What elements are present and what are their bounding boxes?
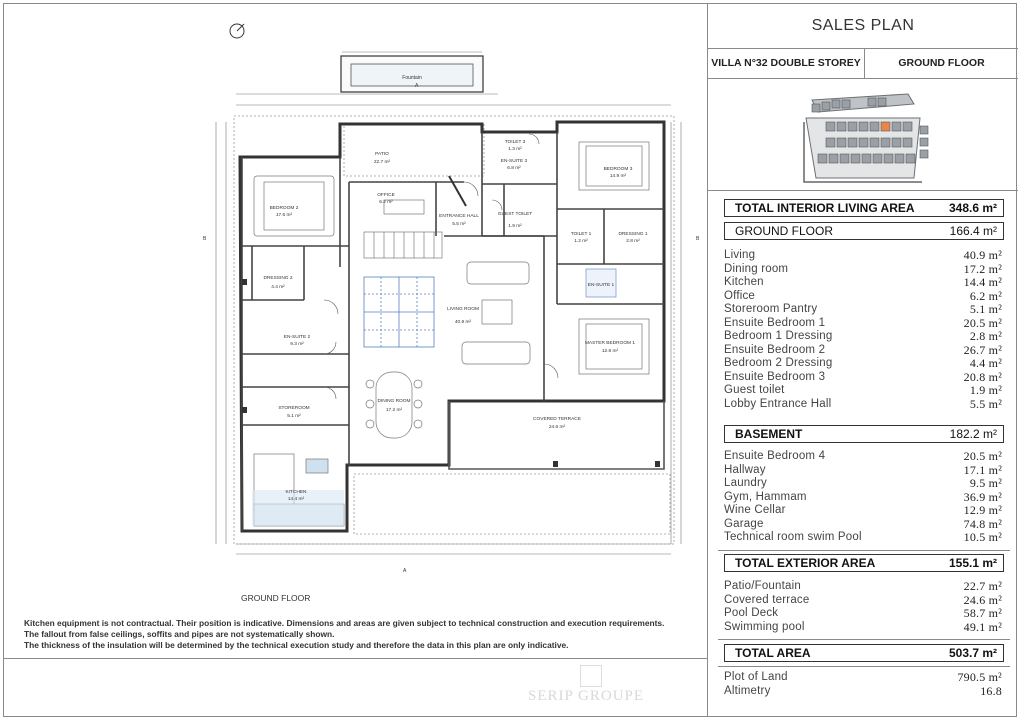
- row-value: 36.9 m²: [963, 489, 1002, 504]
- row-label: Ensuite Bedroom 4: [724, 450, 826, 462]
- room-label-dining: DINING ROOM: [377, 399, 411, 404]
- total-exterior-bar: [724, 554, 1004, 572]
- row-label: Pool Deck: [724, 607, 779, 619]
- row-value: 20.5 m²: [963, 449, 1002, 463]
- row-value: 20.8 m²: [963, 369, 1002, 384]
- row-label: Ensuite Bedroom 3: [724, 370, 826, 383]
- divider: [718, 550, 1010, 551]
- room-area-patio: 22.7 m²: [373, 160, 391, 165]
- row-label: Gym, Hammam: [724, 490, 807, 503]
- svg-text:A: A: [403, 568, 407, 574]
- notes-divider: [4, 658, 707, 659]
- room-area-office: 6.2 m²: [379, 200, 393, 205]
- row-value: 12.9 m²: [963, 503, 1002, 517]
- list-item: [724, 249, 1002, 263]
- row-value: 40.9 m²: [963, 248, 1002, 262]
- room-area-storeroom: 5.1 m²: [287, 414, 301, 419]
- ground-floor-bar: [724, 222, 1004, 240]
- row-label: Technical room swim Pool: [724, 531, 862, 543]
- room-label-office: OFFICE: [377, 193, 395, 198]
- svg-text:B: B: [696, 236, 700, 242]
- list-item: [724, 450, 1002, 464]
- plan-floor-label: GROUND FLOOR: [241, 593, 311, 603]
- basement-bar: [724, 425, 1004, 443]
- list-item: [724, 464, 1002, 478]
- row-label: Lobby Entrance Hall: [724, 397, 832, 410]
- list-item: [724, 621, 1002, 635]
- svg-text:B: B: [203, 236, 207, 242]
- row-label: Swimming pool: [724, 620, 805, 633]
- total-area-value: 503.7 m²: [948, 646, 997, 660]
- divider: [718, 666, 1010, 667]
- location-map: [708, 78, 1018, 191]
- room-label-ensuite2: EN-SUITE 2: [283, 335, 311, 340]
- room-label-bedroom3: BEDROOM 3: [603, 167, 633, 172]
- row-value: 4.4 m²: [969, 356, 1002, 370]
- list-item: [724, 263, 1002, 277]
- total-interior-label: TOTAL INTERIOR LIVING AREA: [735, 201, 915, 215]
- list-item: [724, 371, 1002, 385]
- row-value: 24.6 m²: [963, 592, 1002, 607]
- row-value: 2.8 m²: [969, 329, 1002, 343]
- list-item: [724, 303, 1002, 317]
- list-item: [724, 357, 1002, 371]
- room-label-toilet1: TOILET 1: [570, 232, 592, 237]
- villa-name: VILLA N°32 DOUBLE STOREY: [708, 48, 865, 78]
- row-label: Garage: [724, 517, 764, 530]
- row-value: 26.7 m²: [963, 342, 1002, 357]
- sales-plan-panel: [707, 4, 1018, 716]
- room-label-master: MASTER BEDROOM 1: [584, 341, 636, 346]
- row-label: Covered terrace: [724, 593, 810, 606]
- basement-label: BASEMENT: [735, 427, 803, 441]
- list-item: [724, 607, 1002, 621]
- room-label-living: LIVING ROOM: [447, 307, 479, 312]
- row-label: Plot of Land: [724, 671, 788, 683]
- room-label-dressing2: DRESSING 2: [263, 276, 293, 281]
- svg-text:A: A: [415, 83, 419, 89]
- row-label: Ensuite Bedroom 2: [724, 343, 826, 356]
- room-area-bedroom2: 17.6 m²: [275, 213, 293, 218]
- list-item: [724, 580, 1002, 594]
- room-area-ensuite3: 6.8 m²: [507, 166, 521, 171]
- row-value: 16.8: [980, 683, 1002, 698]
- row-value: 74.8 m²: [963, 516, 1002, 531]
- note-line-3: The thickness of the insulation will be determined by the technical execution study and therefore the data in this plan are only indicative.: [24, 640, 569, 650]
- page-title: SALES PLAN: [708, 4, 1018, 49]
- row-value: 49.1 m²: [963, 619, 1002, 634]
- list-item: [724, 398, 1002, 412]
- list-item: [724, 317, 1002, 331]
- ground-floor-label: GROUND FLOOR: [735, 224, 834, 238]
- row-label: Ensuite Bedroom 1: [724, 316, 826, 329]
- ground-floor-value: 166.4 m²: [949, 224, 997, 238]
- room-label-toilet3: TOILET 3: [504, 140, 526, 145]
- total-area-bar: [724, 644, 1004, 662]
- room-label-dressing1: DRESSING 1: [618, 232, 648, 237]
- room-area-master: 12.8 m²: [601, 349, 619, 354]
- list-item: [724, 671, 1002, 685]
- row-value: 58.7 m²: [963, 606, 1002, 620]
- row-label: Living: [724, 249, 756, 261]
- row-value: 5.5 m²: [969, 396, 1002, 411]
- room-area-dressing1: 2.8 m²: [626, 239, 640, 244]
- room-label-storeroom: STOREROOM: [278, 406, 310, 411]
- row-value: 790.5 m²: [957, 670, 1002, 684]
- floor-plan-panel: [4, 4, 707, 716]
- row-label: Altimetry: [724, 684, 771, 697]
- room-label-patio: PATIO: [375, 152, 389, 157]
- room-label-ensuite3: EN-SUITE 3: [500, 159, 528, 164]
- row-label: Hallway: [724, 463, 766, 476]
- total-area-label: TOTAL AREA: [735, 646, 811, 660]
- row-value: 17.1 m²: [963, 462, 1002, 477]
- row-value: 5.1 m²: [969, 302, 1002, 316]
- room-area-toilet1: 1.2 m²: [574, 239, 588, 244]
- fountain-pool: [341, 56, 483, 92]
- list-item: [724, 290, 1002, 304]
- room-label-bedroom2: BEDROOM 2: [269, 206, 299, 211]
- room-label-covered: COVERED TERRACE: [533, 417, 581, 422]
- list-item: [724, 518, 1002, 532]
- note-line-2: The fallout from false ceilings, soffits and pipes are not systematically shown.: [24, 629, 335, 639]
- row-value: 1.9 m²: [969, 383, 1002, 397]
- room-label-kitchen: KITCHEN: [285, 490, 307, 495]
- row-label: Guest toilet: [724, 384, 785, 396]
- room-label-guest: GUEST TOILET: [497, 212, 533, 217]
- plan-subheader: [708, 48, 1018, 79]
- fountain-label: Fountain: [402, 75, 422, 81]
- row-label: Bedroom 2 Dressing: [724, 357, 833, 369]
- room-label-ensuite1: EN-SUITE 1: [587, 283, 615, 288]
- row-label: Dining room: [724, 262, 789, 275]
- list-item: [724, 384, 1002, 398]
- row-value: 14.4 m²: [963, 275, 1002, 289]
- list-item: [724, 491, 1002, 505]
- total-interior-bar: [724, 199, 1004, 217]
- list-item: [724, 477, 1002, 491]
- floor-name: GROUND FLOOR: [898, 57, 985, 69]
- room-label-entrance: ENTRANCE HALL: [439, 214, 479, 219]
- total-exterior-label: TOTAL EXTERIOR AREA: [735, 556, 876, 570]
- list-item: [724, 531, 1002, 545]
- room-area-dressing2: 4.4 m²: [271, 285, 285, 290]
- list-item: [724, 344, 1002, 358]
- row-value: 17.2 m²: [963, 261, 1002, 276]
- room-area-guest: 1.9 m²: [508, 224, 522, 229]
- skylight: [364, 277, 434, 347]
- room-area-dining: 17.2 m²: [385, 408, 403, 413]
- watermark-text: SERIP GROUPE: [528, 688, 645, 704]
- watermark-logo-icon: [580, 665, 602, 687]
- room-area-covered: 24.6 m²: [548, 425, 566, 430]
- total-interior-value: 348.6 m²: [948, 201, 997, 215]
- row-label: Wine Cellar: [724, 504, 786, 516]
- total-exterior-value: 155.1 m²: [948, 556, 997, 570]
- row-label: Storeroom Pantry: [724, 303, 818, 315]
- row-value: 10.5 m²: [963, 530, 1002, 544]
- row-label: Laundry: [724, 477, 767, 489]
- row-label: Office: [724, 289, 756, 302]
- site-map-drawing: [708, 78, 1018, 190]
- basement-value: 182.2 m²: [949, 427, 997, 441]
- room-area-kitchen: 14.4 m²: [287, 497, 305, 502]
- room-area-ensuite2: 9.3 m²: [290, 342, 304, 347]
- list-item: [724, 276, 1002, 290]
- room-area-entrance: 5.5 m²: [452, 222, 466, 227]
- note-line-1: Kitchen equipment is not contractual. Their position is indicative. Dimensions and areas are given subject to technical construction and execution requirements.: [24, 618, 665, 628]
- row-value: 20.5 m²: [963, 315, 1002, 330]
- divider: [718, 639, 1010, 640]
- list-item: [724, 504, 1002, 518]
- room-area-toilet3: 1.3 m²: [508, 147, 522, 152]
- row-value: 6.2 m²: [969, 288, 1002, 303]
- room-area-living: 40.9 m²: [454, 320, 472, 325]
- row-value: 9.5 m²: [969, 476, 1002, 490]
- room-area-bedroom3: 14.9 m²: [609, 174, 627, 179]
- list-item: [724, 685, 1002, 699]
- row-label: Patio/Fountain: [724, 580, 801, 592]
- list-item: [724, 330, 1002, 344]
- row-label: Bedroom 1 Dressing: [724, 330, 833, 342]
- row-label: Kitchen: [724, 276, 764, 288]
- row-value: 22.7 m²: [963, 579, 1002, 593]
- floor-plan-drawing: [4, 4, 707, 604]
- list-item: [724, 594, 1002, 608]
- north-arrow-icon: [230, 24, 244, 38]
